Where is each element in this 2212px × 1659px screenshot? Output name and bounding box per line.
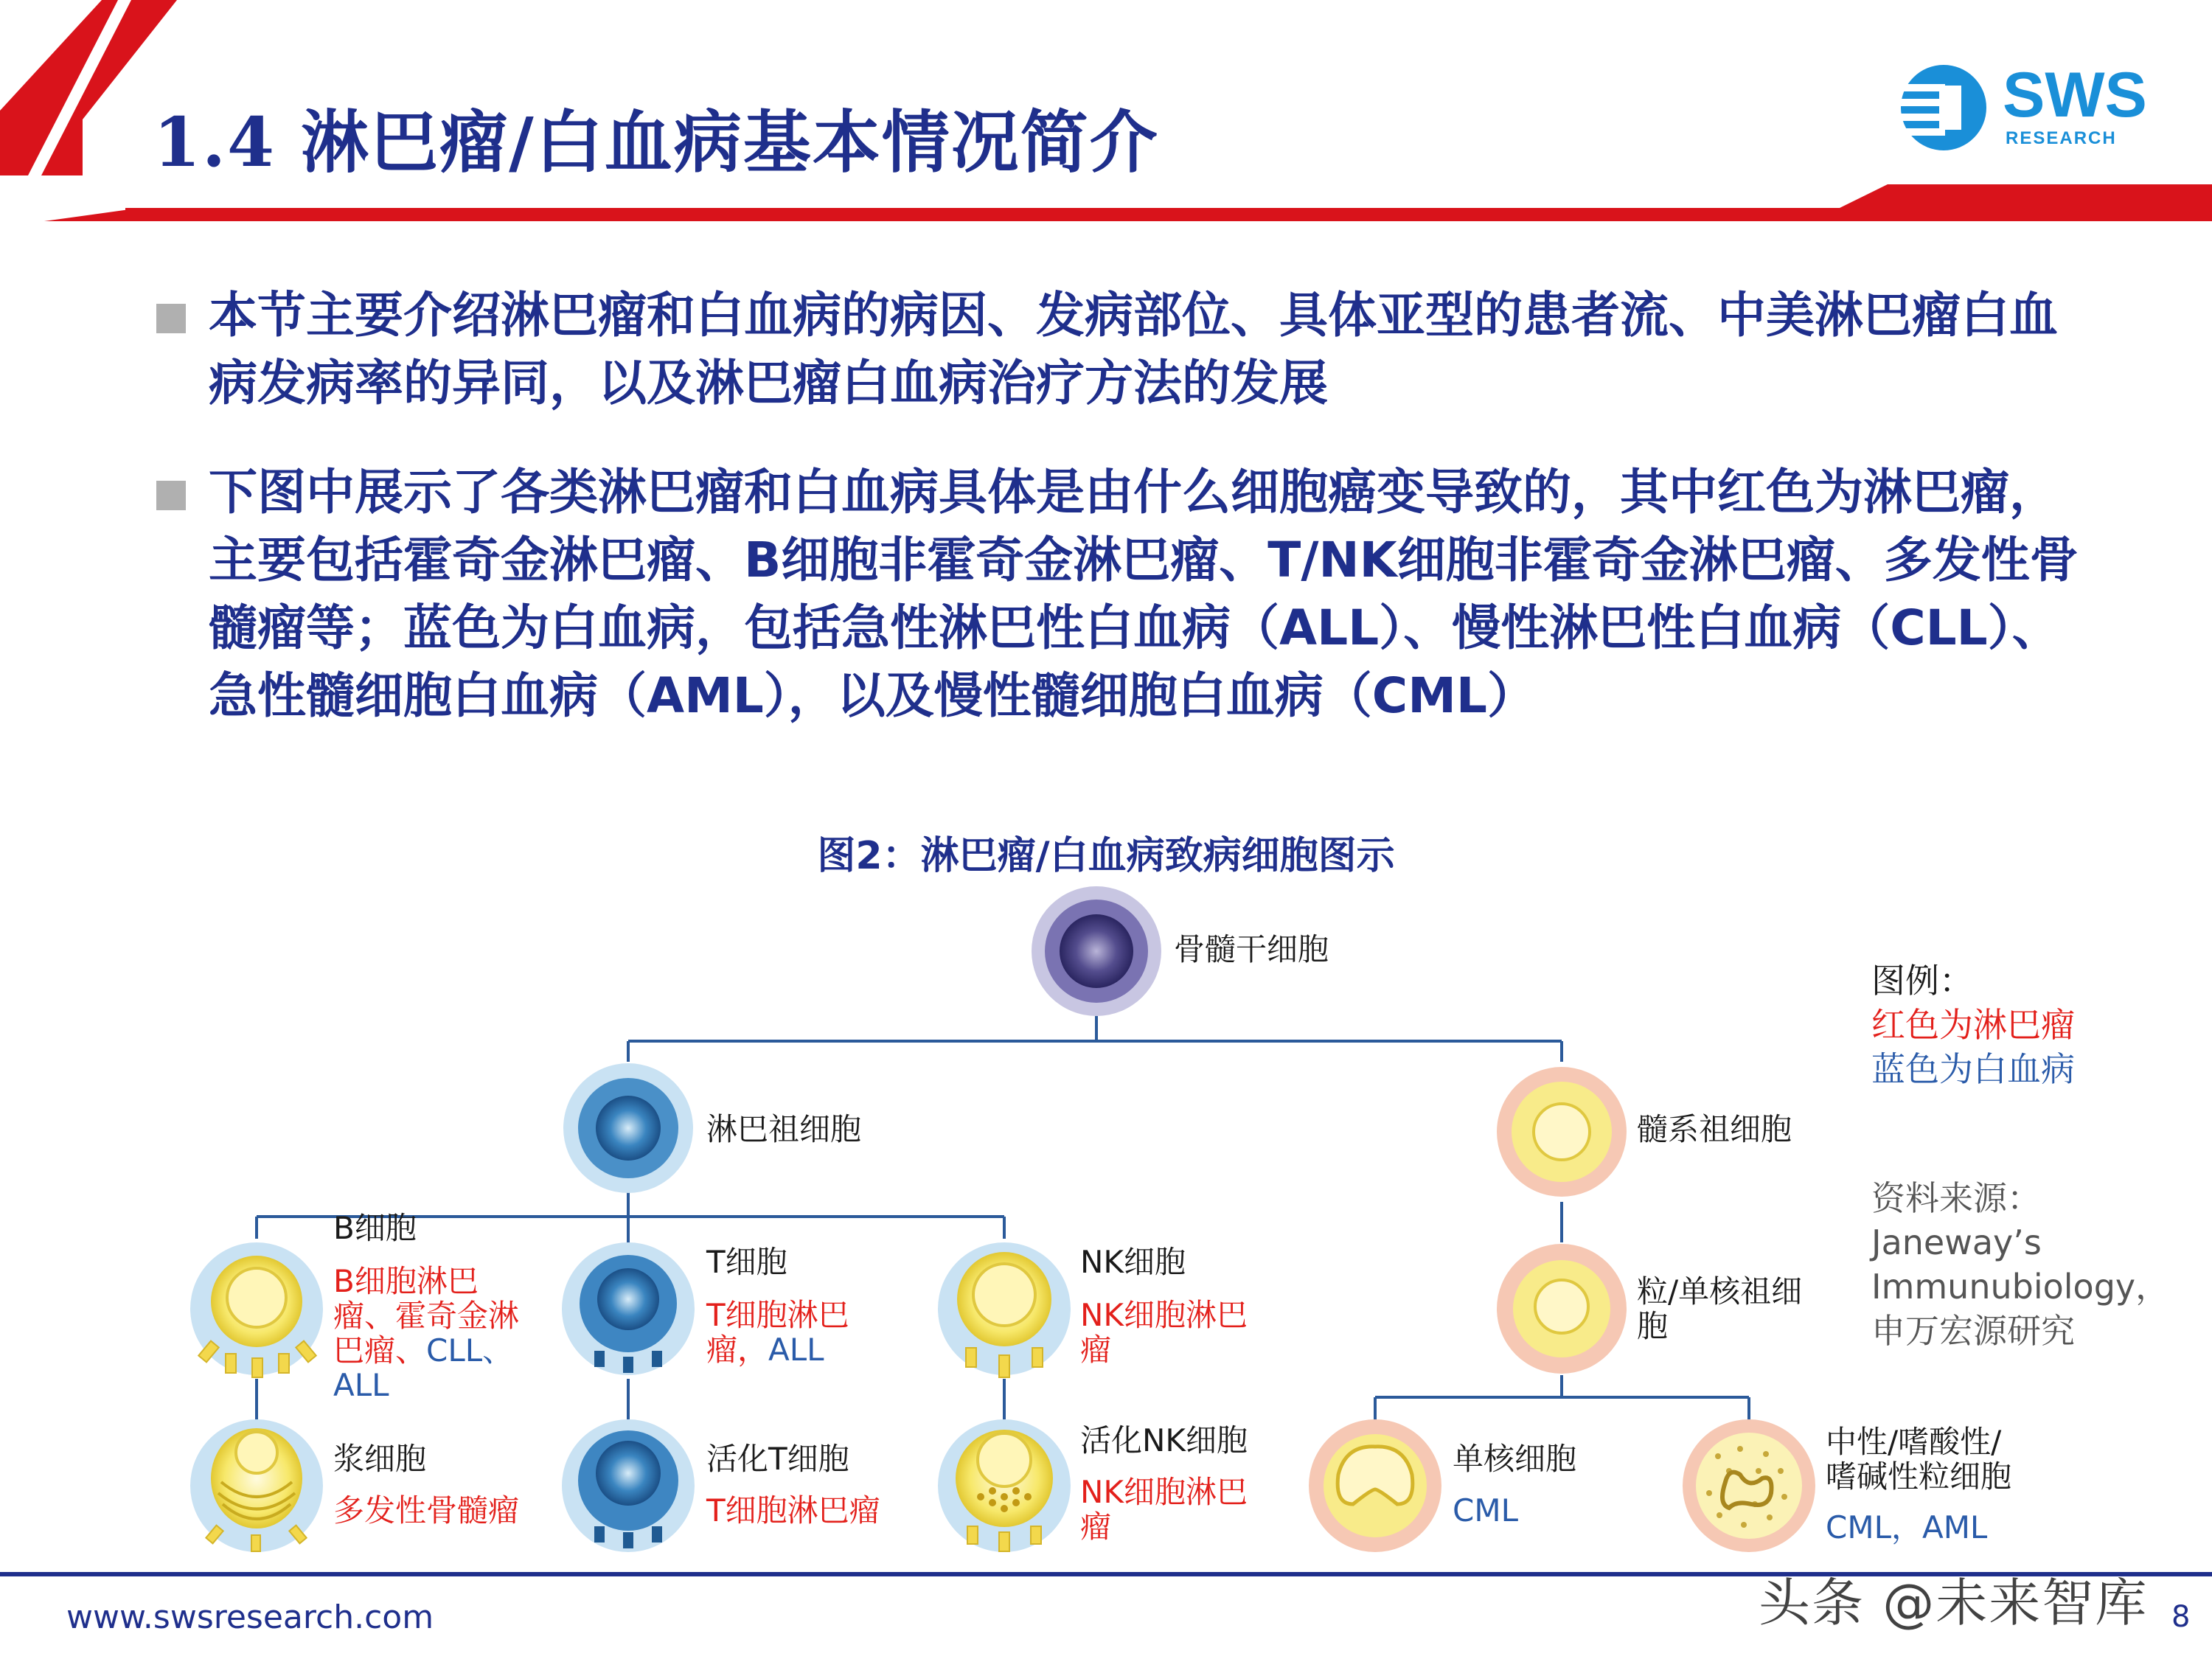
t-cell-lymphoma-text: T细胞淋巴瘤， [706, 1297, 849, 1368]
b-cell-icon [190, 1242, 323, 1377]
figure-title: 图2：淋巴瘤/白血病致病细胞图示 [817, 834, 1395, 878]
nk-cell-disease: NK细胞淋巴瘤 [1080, 1297, 1248, 1368]
label-gm-progenitor: 粒/单核祖细胞 [1637, 1273, 1803, 1344]
granulocyte-icon [1683, 1419, 1815, 1552]
bullet-text-2: 下图中展示了各类淋巴瘤和白血病具体是由什么细胞癌变导致的，其中红色为淋巴瘤，主要包括霍奇金淋巴瘤、B细胞非霍奇金淋巴瘤、T/NK细胞非霍奇金淋巴瘤、多发性骨髓瘤等；蓝色为白血病，包括急性淋巴性白血病（ALL）、慢性淋巴性白血病（CLL）、急性髓细胞白血病（AML），以及慢性髓细胞白血病（CML） [209, 464, 2079, 724]
bone-marrow-stem-cell-icon [1032, 886, 1161, 1016]
monocyte-icon [1309, 1419, 1441, 1552]
logo-text: SWS [2003, 60, 2147, 131]
bullet-text-1: 本节主要介绍淋巴瘤和白血病的病因、发病部位、具体亚型的患者流、中美淋巴瘤白血病发病率的异同，以及淋巴瘤白血病治疗方法的发展 [209, 287, 2058, 411]
page-title: 1.4 淋巴瘤/白血病基本情况简介 [153, 102, 1159, 182]
monocyte-disease: CML [1453, 1492, 1518, 1528]
label-granulocyte: 中性/嗜酸性/嗜碱性粒细胞 [1826, 1424, 2012, 1495]
label-plasma-cell: 浆细胞 [333, 1441, 427, 1477]
b-cell-diseases [333, 1264, 525, 1402]
source-label: 资料来源： [1871, 1178, 2041, 1218]
granulocyte-monocyte-progenitor-icon [1497, 1244, 1627, 1374]
label-b-cell: B细胞 [333, 1210, 417, 1246]
nk-cell-icon [938, 1242, 1071, 1377]
label-activated-nk-cell: 活化NK细胞 [1080, 1422, 1248, 1458]
source-text: Janeway’s Immunubiology，申万宏源研究 [1871, 1222, 2170, 1351]
myeloid-progenitor-cell-icon [1497, 1067, 1627, 1197]
label-stem-cell: 骨髓干细胞 [1174, 931, 1329, 967]
logo-subtext: RESEARCH [2006, 128, 2117, 148]
activated-nk-cell-icon [938, 1419, 1071, 1552]
legend-blue-leukemia: 蓝色为白血病 [1871, 1049, 2075, 1089]
footer-url[interactable]: www.swsresearch.com [66, 1599, 434, 1636]
source-note [1871, 1176, 2170, 1353]
legend [1871, 959, 2075, 1091]
t-cell-leukemia-text: ALL [768, 1332, 824, 1368]
activated-t-cell-icon [562, 1419, 695, 1552]
t-cell-icon [562, 1242, 695, 1375]
label-nk-cell: NK细胞 [1080, 1244, 1186, 1280]
activated-nk-cell-disease: NK细胞淋巴瘤 [1080, 1474, 1248, 1545]
label-lymphoid-progenitor: 淋巴祖细胞 [706, 1111, 862, 1147]
page-number: 8 [2171, 1600, 2191, 1634]
legend-title: 图例： [1871, 961, 1973, 1001]
granulocyte-disease: CML，AML [1826, 1509, 1988, 1545]
plasma-cell-disease: 多发性骨髓瘤 [333, 1492, 520, 1528]
b-cell-leukemia-text: CLL、ALL [333, 1332, 514, 1403]
watermark: 头条 @未来智库 [1759, 1573, 2149, 1633]
t-cell-diseases [706, 1298, 861, 1367]
b-cell-lymphoma-text: B细胞淋巴瘤、霍奇金淋巴瘤、 [333, 1263, 520, 1368]
label-activated-t-cell: 活化T细胞 [706, 1441, 849, 1477]
plasma-cell-icon [190, 1419, 323, 1552]
activated-t-cell-disease: T细胞淋巴瘤 [706, 1492, 880, 1528]
legend-red-lymphoma: 红色为淋巴瘤 [1871, 1005, 2075, 1045]
label-t-cell: T细胞 [706, 1244, 787, 1280]
lymphoid-progenitor-cell-icon [563, 1063, 693, 1193]
label-myeloid-progenitor: 髓系祖细胞 [1637, 1111, 1792, 1147]
label-monocyte: 单核细胞 [1453, 1441, 1577, 1477]
